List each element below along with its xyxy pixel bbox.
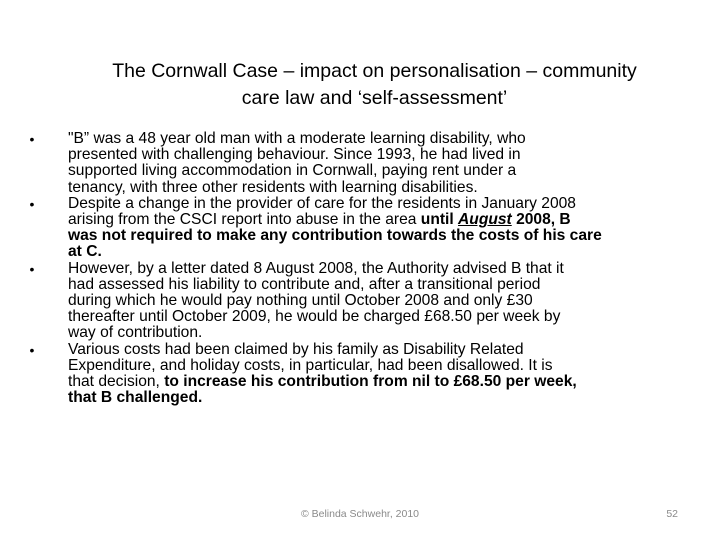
bullet-4-line-1: Various costs had been claimed by his family as Disability Related	[68, 340, 524, 358]
bullet-2-line-1: Despite a change in the provider of care for the residents in January 2008	[68, 194, 576, 212]
bullet-4-line-3	[68, 374, 705, 390]
bullet-2-line-2-text: arising from the CSCI report into abuse in the area	[68, 211, 417, 229]
bullet-4-bold-last: that B challenged.	[68, 389, 203, 407]
bullet-3-line-4: thereafter until October 2009, he would be charged £68.50 per week by	[68, 308, 561, 326]
bullet-1-line-1: "B” was a 48 year old man with a moderate learning disability, who	[68, 130, 526, 147]
bullet-3-line-5: way of contribution.	[68, 324, 203, 342]
bullet-item-3	[25, 261, 705, 342]
bullet-2-bold-lead: until	[420, 211, 459, 229]
bullet-4-line-2: Expenditure, and holiday costs, in particular, had been disallowed. It is	[68, 356, 553, 374]
bullet-dot-icon: •	[29, 341, 35, 358]
bullet-2-underlined-month: August	[458, 211, 512, 229]
bullet-item-2	[25, 196, 705, 261]
title-line-2: care law and ‘self-assessment’	[241, 87, 508, 109]
bullet-item-1	[25, 131, 705, 196]
bullet-2-bold-line-1: was not required to make any contribution towards the costs of his care	[68, 227, 602, 245]
bullet-2-bold-after: 2008, B	[511, 211, 571, 229]
bullet-1-line-3: supported living accommodation in Cornwall, paying rent under a	[68, 162, 517, 180]
bullet-2-line-2	[68, 212, 705, 228]
bullet-4-line-3-text: that decision,	[68, 373, 160, 391]
bullet-item-4	[25, 342, 705, 407]
bullet-dot-icon: •	[29, 195, 35, 212]
bullet-dot-icon: •	[29, 260, 35, 277]
bullet-3-line-3: during which he would pay nothing until October 2008 and only £30	[68, 292, 533, 310]
bullet-1-line-2: presented with challenging behaviour. Since 1993, he had lived in	[68, 146, 521, 164]
bullet-2-bold-line-2: at C.	[68, 243, 102, 261]
bullet-list	[25, 131, 705, 406]
bullet-1-line-4: tenancy, with three other residents with learning disabilities.	[68, 178, 478, 196]
slide-title	[62, 58, 687, 112]
footer-copyright: © Belinda Schwehr, 2010	[300, 508, 420, 520]
bullet-3-line-1: However, by a letter dated 8 August 2008, the Authority advised B that it	[68, 259, 564, 277]
bullet-dot-icon: •	[29, 131, 35, 147]
title-line-1: The Cornwall Case – impact on personalisation – community	[112, 60, 637, 82]
bullet-3-line-2: had assessed his liability to contribute and, after a transitional period	[68, 275, 541, 293]
bullet-4-bold-tail: to increase his contribution from nil to £68.50 per week,	[159, 373, 577, 391]
page-number: 52	[666, 508, 678, 520]
